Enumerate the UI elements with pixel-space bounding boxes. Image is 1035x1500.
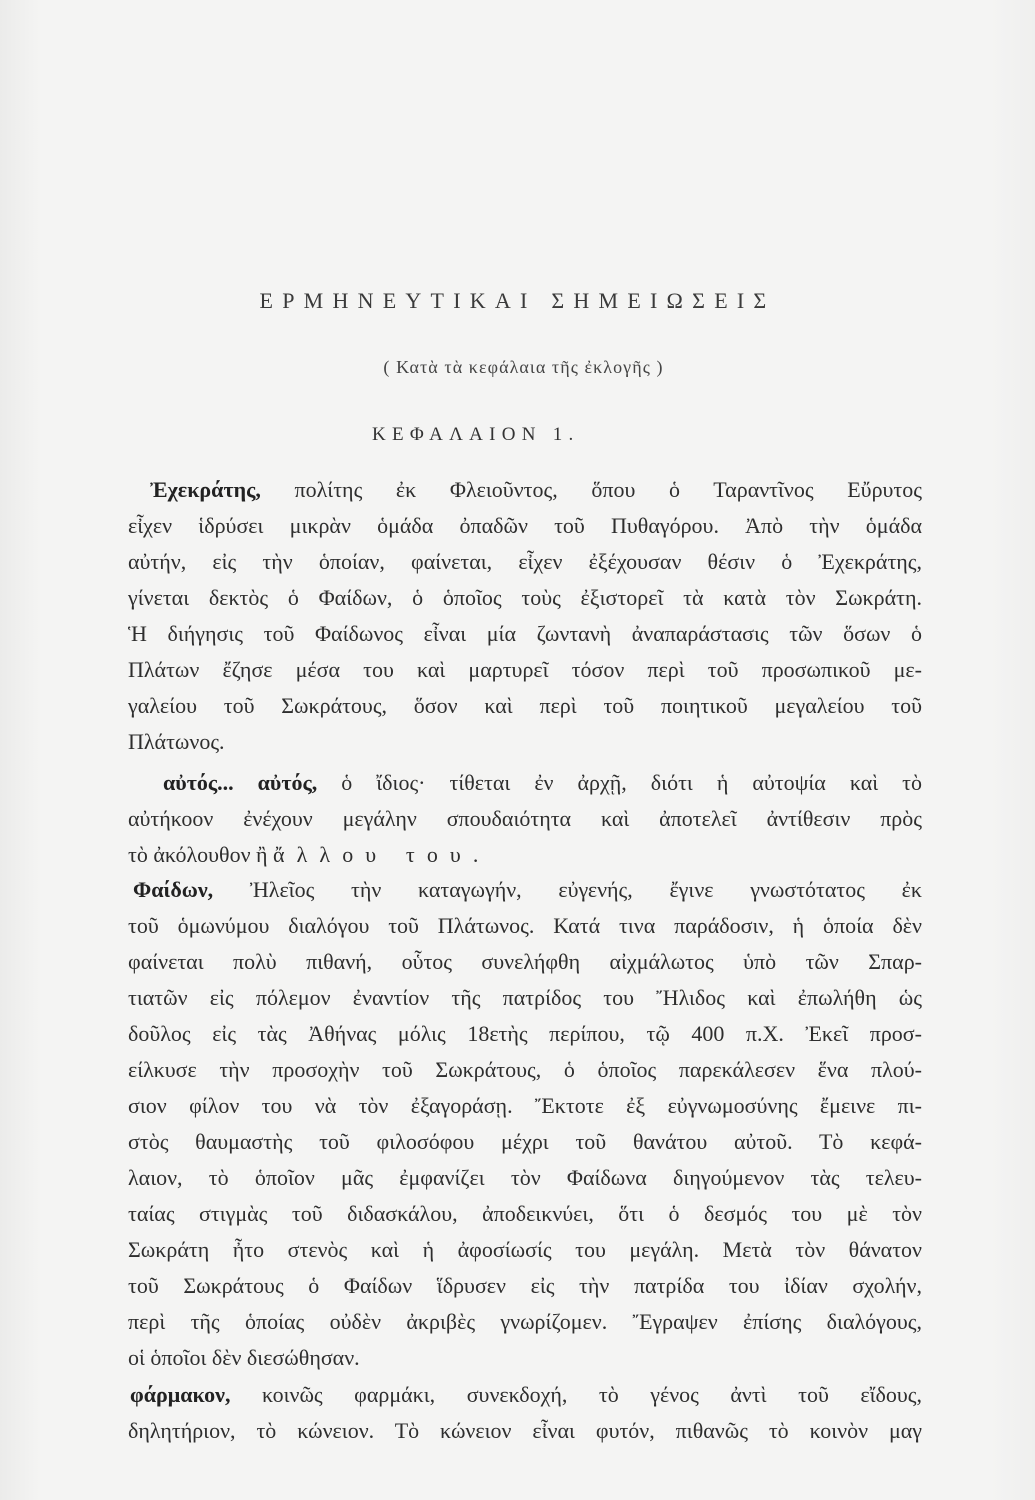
chapter-heading: ΚΕΦΑΛΑΙΟΝ 1. — [372, 424, 580, 445]
text-line: είλκυσε τὴν προσοχὴν τοῦ Σωκράτους, ὁ ὁποῖος παρεκάλεσεν ἕνα πλού- — [128, 1057, 922, 1082]
text-line: γίνεται δεκτὸς ὁ Φαίδων, ὁ ὁποῖος τοὺς ἐξιστορεῖ τὰ κατὰ τὸν Σωκράτη. — [128, 585, 922, 610]
text-line: δοῦλος εἰς τὰς Ἀθήνας μόλις 18ετὴς περίπου, τῷ 400 π.Χ. Ἐκεῖ προσ- — [128, 1021, 922, 1046]
text-line — [128, 872, 922, 908]
text-line: περὶ τῆς ὁποίας οὐδὲν ἀκριβὲς γνωρίζομεν. Ἔγραψεν ἐπίσης διαλόγους, — [128, 1309, 922, 1334]
text-line: Σωκράτη ἦτο στενὸς καὶ ἡ ἀφοσίωσίς του μεγάλη. Μετὰ τὸν θάνατον — [128, 1237, 922, 1262]
term-bold: αὐτός... αὐτός, — [163, 770, 318, 795]
text-line: αὐτήκοον ἐνέχουν μεγάλην σπουδαιότητα καὶ ἀποτελεῖ ἀντίθεσιν πρὸς — [128, 806, 922, 831]
text-line — [128, 472, 922, 508]
text-line: λαιον, τὸ ὁποῖον μᾶς ἐμφανίζει τὸν Φαίδωνα διηγούμενον τὰς τελευ- — [128, 1165, 922, 1190]
line-text: πολίτης ἐκ Φλειοῦντος, ὅπου ὁ Ταραντῖνος Εὔρυτος — [260, 477, 922, 502]
text-line: Ἡ διήγησις τοῦ Φαίδωνος εἶναι μία ζωντανὴ ἀναπαράστασις τῶν ὅσων ὁ — [128, 621, 922, 646]
text-line: τιατῶν εἰς πόλεμον ἐναντίον τῆς πατρίδος του Ἤλιδος καὶ ἐπωλήθη ὡς — [128, 985, 922, 1010]
text-line: φαίνεται πολὺ πιθανή, οὗτος συνελήφθη αἰχμάλωτος ὑπὸ τῶν Σπαρ- — [128, 949, 922, 974]
text-line: γαλείου τοῦ Σωκράτους, ὅσον καὶ περὶ τοῦ ποιητικοῦ μεγαλείου τοῦ — [128, 693, 922, 718]
text-line: Πλάτων ἔζησε μέσα του καὶ μαρτυρεῖ τόσον περὶ τοῦ προσωπικοῦ με- — [128, 657, 922, 682]
text-line: εἶχεν ἱδρύσει μικρὰν ὁμάδα ὀπαδῶν τοῦ Πυθαγόρου. Ἀπὸ τὴν ὁμάδα — [128, 513, 922, 538]
text-line — [128, 765, 922, 801]
text-line: δηλητήριον, τὸ κώνειον. Τὸ κώνειον εἶναι φυτόν, πιθανῶς τὸ κοινὸν μαγ — [128, 1418, 922, 1443]
spaced-emphasis: ἄλλου του — [273, 842, 473, 867]
text-line — [128, 837, 922, 873]
text-line: τοῦ Σωκράτους ὁ Φαίδων ἵδρυσεν εἰς τὴν πατρίδα του ἰδίαν σχολήν, — [128, 1273, 922, 1298]
page-title: ΕΡΜΗΝΕΥΤΙΚΑΙ ΣΗΜΕΙΩΣΕΙΣ — [259, 288, 776, 313]
term-bold: Φαίδων, — [133, 877, 214, 902]
paragraph-autos — [128, 765, 922, 873]
line-text: . — [472, 842, 479, 867]
paragraph-phaedo — [128, 872, 922, 1376]
text-line: αὐτήν, εἰς τὴν ὁποίαν, φαίνεται, εἶχεν ἐξέχουσαν θέσιν ὁ Ἐχεκράτης, — [128, 549, 922, 574]
text-line: στὸς θαυμαστὴς τοῦ φιλοσόφου μέχρι τοῦ θανάτου αὐτοῦ. Τὸ κεφά- — [128, 1129, 922, 1154]
text-line: σιον φίλον του νὰ τὸν ἐξαγοράσῃ. Ἔκτοτε ἐξ εὐγνωμοσύνης ἔμεινε πι- — [128, 1093, 922, 1118]
text-line: ταίας στιγμὰς τοῦ διδασκάλου, ἀποδεικνύει, ὅτι ὁ δεσμός του μὲ τὸν — [128, 1201, 922, 1226]
text-line: Πλάτωνος. — [128, 729, 225, 754]
paragraph-pharmakon — [128, 1377, 922, 1449]
line-text: τὸ ἀκόλουθον ἢ — [128, 842, 274, 867]
term-bold: Ἐχεκράτης, — [150, 477, 261, 502]
line-text: Ἠλεῖος τὴν καταγωγήν, εὐγενής, ἔγινε γνωστότατος ἐκ — [213, 877, 922, 902]
term-bold: φάρμακον, — [130, 1382, 231, 1407]
text-line: τοῦ ὁμωνύμου διαλόγου τοῦ Πλάτωνος. Κατά τινα παράδοσιν, ἡ ὁποία δὲν — [128, 913, 922, 938]
text-line: οἱ ὁποῖοι δὲν διεσώθησαν. — [128, 1345, 360, 1370]
page-subtitle: ( Κατὰ τὰ κεφάλαια τῆς ἐκλογῆς ) — [383, 357, 664, 377]
paragraph-echecrates — [128, 472, 922, 760]
text-line — [128, 1377, 922, 1413]
line-text: κοινῶς φαρμάκι, συνεκδοχή, τὸ γένος ἀντὶ τοῦ εἴδους, — [230, 1382, 922, 1407]
line-text: ὁ ἴδιος· τίθεται ἐν ἀρχῇ, διότι ἡ αὐτοψία καὶ τὸ — [317, 770, 922, 795]
